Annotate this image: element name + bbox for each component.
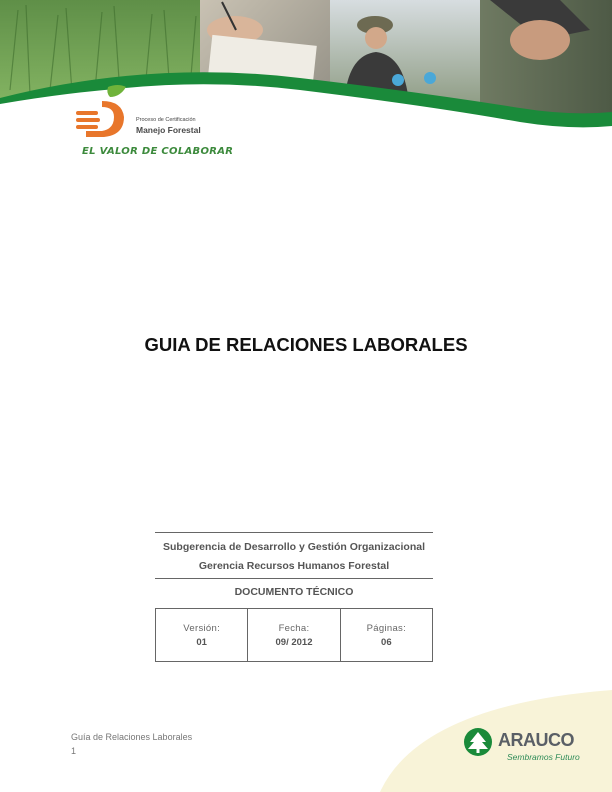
org-line-2: Gerencia Recursos Humanos Forestal [198, 560, 390, 572]
meta-label: Fecha: [278, 622, 310, 634]
meta-value: 06 [381, 636, 392, 648]
brand-slogan: Sembramos Futuro [507, 752, 580, 762]
meta-label: Versión: [183, 622, 221, 634]
document-type: DOCUMENTO TÉCNICO [234, 586, 354, 598]
tree-icon [462, 728, 494, 756]
meta-value: 09/ 2012 [275, 636, 313, 648]
arauco-logo [462, 728, 592, 768]
brand-name: ARAUCO [498, 730, 574, 750]
logo-tagline: EL VALOR DE COLABORAR [82, 146, 234, 157]
meta-label: Páginas: [366, 622, 407, 634]
logo-line-1: Proceso de Certificación [136, 117, 196, 123]
meta-value: 01 [196, 636, 207, 648]
page-footer [71, 730, 192, 758]
document-title: GUIA DE RELACIONES LABORALES [144, 334, 468, 355]
org-line-1: Subgerencia de Desarrollo y Gestión Organizacional [163, 541, 425, 553]
page-number: 1 [71, 746, 77, 756]
logo-line-2: Manejo Forestal [136, 125, 201, 135]
footer-title: Guía de Relaciones Laborales [71, 732, 193, 742]
